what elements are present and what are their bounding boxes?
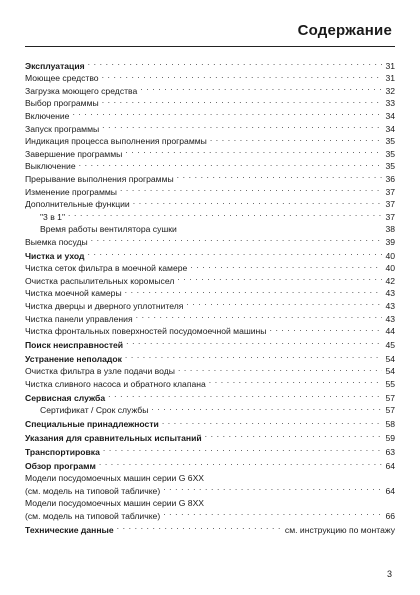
toc-entry-page: 31 [385, 60, 395, 71]
toc-entry-page: 42 [385, 275, 395, 286]
toc-leader-dots [209, 374, 383, 387]
toc-entry-label: Чистка и уход [25, 250, 85, 261]
toc-entry-page: 34 [385, 110, 395, 121]
toc-entry-label: Включение [25, 110, 70, 121]
toc-leader-dots [190, 259, 382, 272]
toc-leader-dots [133, 195, 383, 208]
toc-leader-dots [120, 182, 382, 195]
toc-entry-page: 36 [385, 173, 395, 184]
toc-entry-label: Модели посудомоечных машин серии G 8XX [25, 498, 205, 509]
toc-entry-page: 57 [385, 405, 395, 416]
toc-leader-dots [91, 232, 383, 245]
toc-entry-label: Выключение [25, 161, 76, 172]
toc-entry-label: (см. модель на типовой табличке) [25, 485, 161, 496]
toc-entry-label: Запуск программы [25, 123, 100, 134]
toc-leader-dots [210, 132, 383, 145]
toc-entry-page: 38 [385, 224, 395, 235]
table-of-contents [25, 56, 395, 533]
toc-entry-page: 32 [385, 85, 395, 96]
toc-entry-label: Чистка дверцы и дверного уплотнителя [25, 301, 184, 312]
toc-entry-page: 66 [385, 510, 395, 521]
toc-entry-label: Устранение неполадок [25, 353, 122, 364]
toc-leader-dots [103, 442, 383, 455]
toc-entry-label: Технические данные [25, 524, 114, 535]
toc-entry-label: Чистка фронтальных поверхностей посудомоечной машины [25, 326, 267, 337]
toc-leader-dots [186, 296, 382, 309]
toc-entry-label: Очистка фильтра в узле подачи воды [25, 366, 175, 377]
toc-entry-page: 55 [385, 379, 395, 389]
toc-entry-label: Чистка моечной камеры [25, 288, 122, 299]
toc-entry-label: Модели посудомоечных машин серии G 6XX [25, 473, 205, 484]
toc-entry-page: 58 [385, 419, 395, 430]
toc-entry-label: Сервисная служба [25, 392, 106, 403]
toc-entry-label: Изменение программы [25, 186, 117, 197]
toc-leader-dots [117, 520, 282, 533]
toc-entry-page: 54 [385, 366, 395, 377]
toc-leader-dots [88, 56, 383, 69]
toc-leader-dots [126, 335, 382, 348]
toc-entry-page: 31 [385, 73, 395, 84]
toc-entry-label: Чистка панели управления [25, 313, 133, 324]
toc-entry-page: 39 [385, 236, 395, 247]
toc-leader-dots [125, 144, 382, 157]
toc-leader-dots [88, 246, 383, 259]
toc-entry-page: 57 [385, 392, 395, 403]
toc-entry-page: 54 [385, 353, 395, 364]
toc-entry-page: 43 [385, 301, 395, 312]
toc-entry[interactable] [25, 157, 395, 170]
toc-leader-dots [125, 284, 383, 297]
toc-entry-label: Обзор программ [25, 460, 96, 471]
toc-entry-label: Чистка сливного насоса и обратного клапана [25, 379, 206, 389]
toc-entry-page: 40 [385, 263, 395, 274]
toc-entry-label: Поиск неисправностей [25, 340, 124, 351]
toc-leader-dots [177, 169, 383, 182]
toc-entry-label: Завершение программы [25, 148, 123, 159]
toc-entry-label: "3 в 1" [40, 211, 66, 222]
toc-entry[interactable] [25, 119, 395, 132]
toc-entry[interactable] [25, 56, 395, 69]
toc-entry-label: Загрузка моющего средства [25, 85, 138, 96]
toc-leader-dots [162, 415, 383, 428]
toc-entry-page: 40 [385, 250, 395, 261]
toc-leader-dots [102, 119, 382, 132]
toc-leader-dots [269, 322, 382, 335]
toc-entry-label: Выемка посуды [25, 236, 88, 247]
toc-leader-dots [177, 271, 382, 284]
toc-entry-label: Указания для сравнительных испытаний [25, 432, 202, 443]
toc-entry-page: 37 [385, 211, 395, 222]
toc-leader-dots [99, 456, 383, 469]
toc-leader-dots [72, 106, 382, 119]
toc-leader-dots [163, 506, 382, 519]
toc-leader-dots [151, 401, 382, 414]
toc-entry-label: Сертификат / Срок службы [40, 405, 149, 416]
toc-entry[interactable] [25, 207, 395, 220]
toc-entry-label: Прерывание выполнения программы [25, 173, 174, 184]
toc-entry-label: Специальные принадлежности [25, 419, 159, 430]
toc-entry-page: 45 [385, 340, 395, 351]
toc-entry-page: 64 [385, 485, 395, 496]
toc-entry-page: 59 [385, 432, 395, 443]
toc-leader-dots [136, 309, 383, 322]
page-title: Содержание [297, 22, 392, 39]
toc-entry-label: Дополнительные функции [25, 199, 130, 210]
toc-entry-page: 34 [385, 123, 395, 134]
toc-entry-page: 37 [385, 186, 395, 197]
toc-entry-label: Транспортировка [25, 446, 100, 457]
page-number: 3 [386, 569, 392, 579]
toc-entry-page: 43 [385, 313, 395, 324]
toc-entry-page: 35 [385, 148, 395, 159]
toc-leader-dots [102, 94, 383, 107]
toc-entry-page: 43 [385, 288, 395, 299]
toc-leader-dots [178, 362, 383, 375]
toc-entry-label: Очистка распылительных коромысел [25, 275, 175, 286]
toc-entry-label: Эксплуатация [25, 60, 85, 71]
toc-entry-page: 35 [385, 136, 395, 147]
toc-leader-dots [68, 207, 382, 220]
toc-entry-page: см. инструкцию по монтажу [284, 524, 395, 535]
toc-entry-label: Моющее средство [25, 73, 99, 84]
toc-entry[interactable] [25, 106, 395, 119]
toc-entry-page: 37 [385, 199, 395, 210]
toc-entry-label: (см. модель на типовой табличке) [25, 510, 161, 521]
toc-entry-page: 35 [385, 161, 395, 172]
toc-entry-label: Индикация процесса выполнения программы [25, 136, 207, 147]
toc-entry-label: Чистка сеток фильтра в моечной камере [25, 263, 188, 274]
toc-entry-page: 33 [385, 98, 395, 109]
toc-leader-dots [108, 388, 382, 401]
toc-leader-dots [163, 481, 382, 494]
toc-entry-label: Выбор программы [25, 98, 99, 109]
toc-leader-dots [102, 69, 383, 82]
toc-leader-dots [205, 428, 383, 441]
toc-entry-page: 64 [385, 460, 395, 471]
toc-entry[interactable] [25, 169, 395, 182]
toc-entry-page: 44 [385, 326, 395, 337]
toc-entry-page: 63 [385, 446, 395, 457]
toc-leader-dots [79, 157, 383, 170]
title-divider [25, 46, 395, 47]
toc-leader-dots [125, 349, 383, 362]
toc-entry-label: Время работы вентилятора сушки [40, 224, 177, 235]
toc-entry[interactable] [25, 220, 395, 233]
toc-leader-dots [140, 81, 382, 94]
